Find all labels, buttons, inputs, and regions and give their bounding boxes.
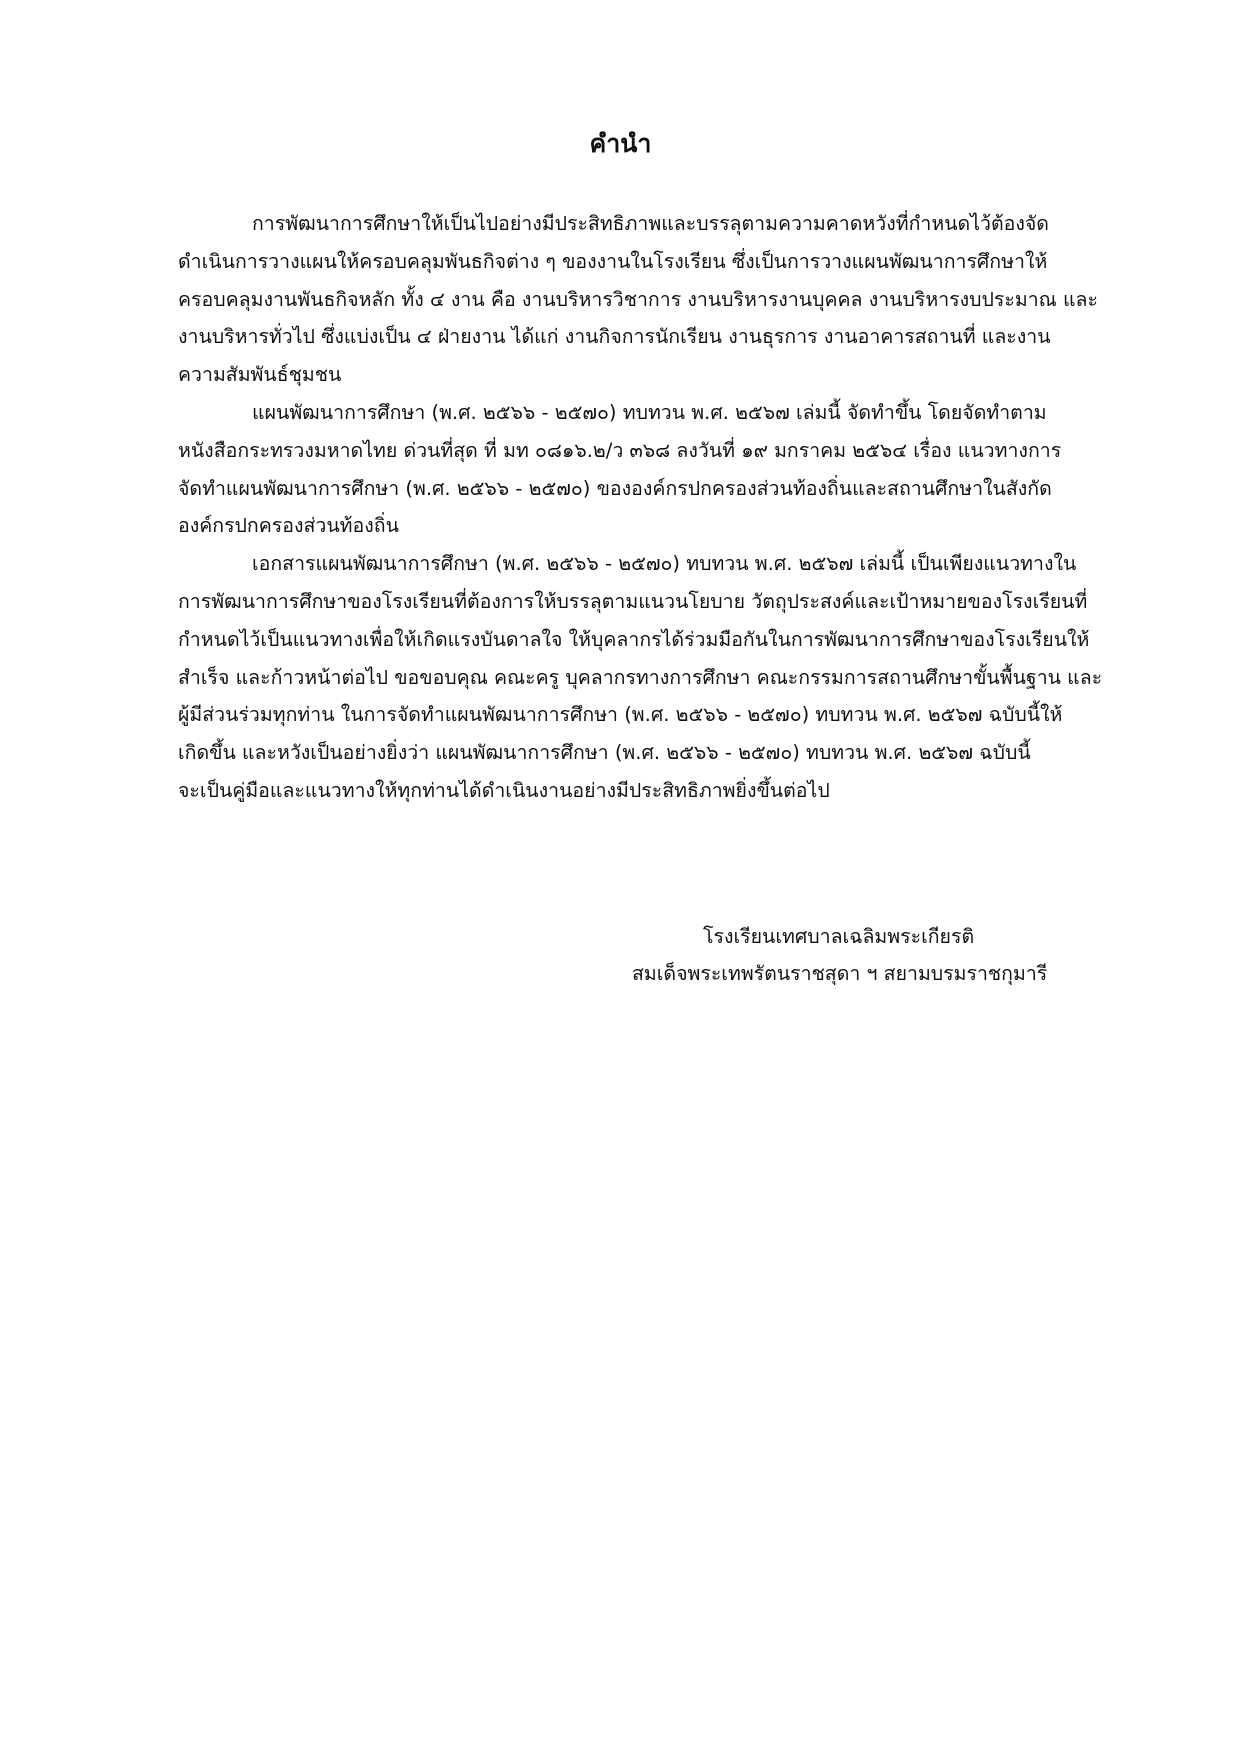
school-name: โรงเรียนเทศบาลเฉลิมพระเกียรติ — [703, 925, 975, 948]
signature-block — [600, 918, 1190, 992]
text-line: สำเร็จ และก้าวหน้าต่อไป ขอขอบคุณ คณะครู บุคลากรทางการศึกษา คณะกรรมการสถานศึกษาขั้นพื้นฐาน และ — [178, 665, 1103, 689]
text-line: ครอบคลุมงานพันธกิจหลัก ทั้ง ๔ งาน คือ งานบริหารวิชาการ งานบริหารงานบุคคล งานบริหารงบประมาณ และ — [178, 287, 1098, 311]
text-line: หนังสือกระทรวงมหาดไทย ด่วนที่สุด ที่ มท ๐๘๑๖.๒/ว ๓๖๘ ลงวันที่ ๑๙ มกราคม ๒๕๖๔ เรื่อง แนวทางการ — [178, 438, 1062, 462]
text-line: การพัฒนาการศึกษาให้เป็นไปอย่างมีประสิทธิภาพและบรรลุตามความคาดหวังที่กำหนดไว้ต้องจัด — [252, 212, 1049, 235]
text-line: ดำเนินการวางแผนให้ครอบคลุมพันธกิจต่าง ๆ ของงานในโรงเรียน ซึ่งเป็นการวางแผนพัฒนาการศึกษาให้ — [178, 249, 1048, 273]
text-line: การพัฒนาการศึกษาของโรงเรียนที่ต้องการให้บรรลุตามแนวนโยบาย วัตถุประสงค์และเป้าหมายของโรงเรียนที่ — [178, 589, 1088, 613]
text-line: ผู้มีส่วนร่วมทุกท่าน ในการจัดทำแผนพัฒนาการศึกษา (พ.ศ. ๒๕๖๖ - ๒๕๗๐) ทบทวน พ.ศ. ๒๕๖๗ ฉบับนี้ให้ — [178, 703, 1063, 727]
text-line: กำหนดไว้เป็นแนวทางเพื่อให้เกิดแรงบันดาลใจ ให้บุคลากรได้ร่วมมือกันในการพัฒนาการศึกษาของโรงเรียนให้ — [178, 627, 1090, 651]
paragraph-3 — [178, 545, 1150, 810]
text-line: องค์กรปกครองส่วนท้องถิ่น — [178, 514, 399, 538]
text-line: เกิดขึ้น และหวังเป็นอย่างยิ่งว่า แผนพัฒนาการศึกษา (พ.ศ. ๒๕๖๖ - ๒๕๗๐) ทบทวน พ.ศ. ๒๕๖๗ ฉบับนี้ — [178, 741, 1031, 765]
text-line: จัดทำแผนพัฒนาการศึกษา (พ.ศ. ๒๕๖๖ - ๒๕๗๐) ขององค์กรปกครองส่วนท้องถิ่นและสถานศึกษาในสังกัด — [178, 476, 1052, 500]
patron-line: สมเด็จพระเทพรัตนราชสุดา ฯ สยามบรมราชกุมารี — [632, 962, 1048, 985]
paragraph-1 — [178, 205, 1150, 394]
paragraph-2 — [178, 394, 1150, 545]
text-line: เอกสารแผนพัฒนาการศึกษา (พ.ศ. ๒๕๖๖ - ๒๕๗๐) ทบทวน พ.ศ. ๒๕๖๗ เล่มนี้ เป็นเพียงแนวทางใน — [252, 552, 1077, 576]
body-text — [178, 205, 1150, 810]
page-title: คำนำ — [589, 129, 652, 158]
text-line: งานบริหารทั่วไป ซึ่งแบ่งเป็น ๔ ฝ่ายงาน ได้แก่ งานกิจการนักเรียน งานธุรการ งานอาคารสถานที่ และงาน — [178, 325, 1051, 349]
text-line: จะเป็นคู่มือและแนวทางให้ทุกท่านได้ดำเนินงานอย่างมีประสิทธิภาพยิ่งขึ้นต่อไป — [178, 778, 830, 802]
text-line: แผนพัฒนาการศึกษา (พ.ศ. ๒๕๖๖ - ๒๕๗๐) ทบทวน พ.ศ. ๒๕๖๗ เล่มนี้ จัดทำขึ้น โดยจัดทำตาม — [252, 400, 1047, 424]
text-line: ความสัมพันธ์ชุมชน — [178, 363, 342, 387]
